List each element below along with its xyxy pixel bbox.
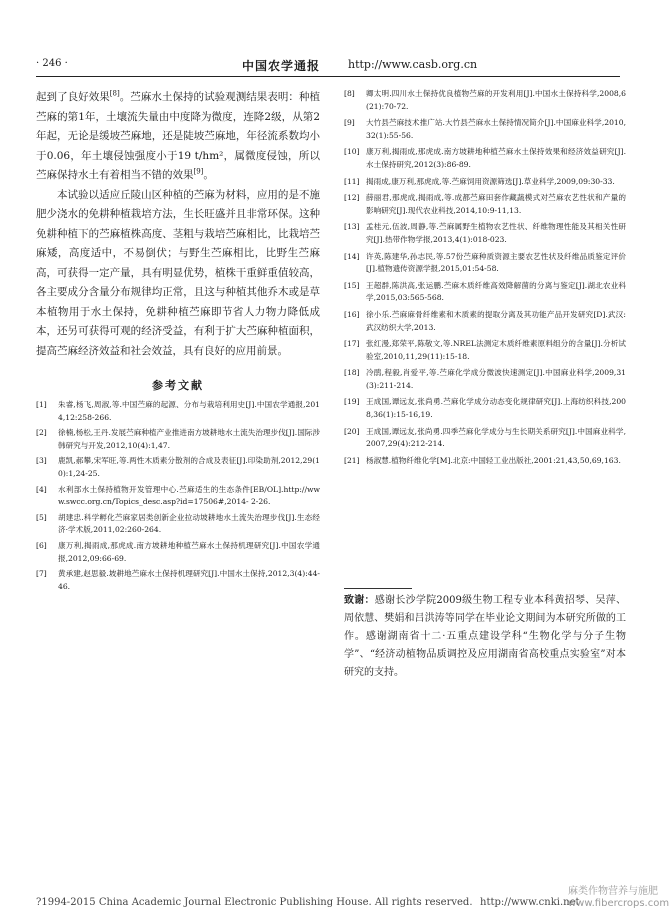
page-number: · 246 · [36, 58, 68, 69]
reference-text: 朱睿,杨飞,周淑,等.中国苎麻的起源、分布与栽培利用史[J].中国农学通报,2014,12:258-266. [58, 400, 320, 422]
header-divider [36, 76, 620, 77]
running-header [36, 58, 620, 74]
acknowledgement-divider [344, 588, 412, 589]
reference-number: [16] [344, 309, 360, 319]
reference-number: [6] [36, 540, 47, 550]
watermark-line-2: www.fibercrops.com [568, 898, 669, 909]
reference-text: 鹿凯,郝攀,宋军旺,等.两性木质素分散剂的合成及表征[J].印染助剂,2012,29(10):1,24-25. [58, 456, 320, 478]
reference-number: [13] [344, 222, 360, 232]
citation-marker[interactable]: [8] [109, 89, 120, 98]
reference-item [36, 540, 320, 565]
reference-text: 王超群,陈洪高,张运鹏.苎麻木质纤维高效降解菌的分离与鉴定[J].湖北农业科学,2015,03:565-568. [366, 280, 626, 303]
citation-marker[interactable]: [9] [193, 167, 204, 176]
reference-number: [11] [344, 176, 360, 186]
reference-text: 水利部水土保持植物开发管理中心.苎麻适生的生态条件[EB/OL].http://www.swcc.org.cn/Topics_desc.asp?id=17506#,2014- 2-26. [58, 484, 320, 507]
body-paragraph-2: 本试验以适应丘陵山区种植的苎麻为材料，应用的是不施肥少浇水的免耕种植栽培方法，生长旺盛并且非常环保。这种免耕种植下的苎麻植株高度、茎粗与栽培苎麻相比，比栽培苎麻矮，高度适中，不易倒伏；与野生苎麻相比，比野生苎麻高，可获得一定产量，具有明显优势，植株干重鲜重值较高，各主要成分含量分布规律均正常，且这与种植其他乔木或是草本植物用于水土保持，免耕种植苎麻即节省人力物力降低成本，还另可获得可观的经济受益，有利于扩大苎麻种植面积，提高苎麻经济效益和社会效益，具有良好的应用前景。 [36, 188, 320, 357]
reference-item [344, 309, 626, 334]
acknowledgement-label: 致谢： [344, 595, 375, 606]
reference-item [344, 221, 626, 246]
reference-number: [9] [344, 118, 355, 128]
reference-text: 孟桂元,伍波,周静,等.苎麻属野生植物农艺性状、纤维物理性能及其相关性研究[J].热带作物学报,2013,4(1):018-023. [366, 222, 626, 244]
reference-item [344, 192, 626, 217]
reference-text: 胡建忠.科学孵化苎麻家居类创新企业拉动坡耕地水土流失治理步伐[J].生态经济·学术版,2011,02:260-264. [58, 512, 320, 535]
reference-text: 大竹县苎麻技术推广站.大竹县苎麻水土保持情况简介[J].中国麻业科学,2010,32(1):55-56. [366, 118, 626, 140]
left-column [36, 88, 320, 596]
copyright-text: ?1994-2015 China Academic Journal Electronic Publishing House. All rights reserved. [36, 897, 473, 908]
reference-item [36, 484, 320, 509]
reference-number: [1] [36, 400, 47, 409]
acknowledgement-text: 感谢长沙学院2009级生物工程专业本科黄招琴、吴萍、周依慧、樊娟和吕洪涛等同学在毕业论文期间为本研究所做的工作。感谢湖南省十二·五重点建设学科“生物化学与分子生物学”、“经济动植物品质调控及应用湖南省高校重点实验室”对本研究的支持。 [344, 595, 627, 678]
reference-number: [18] [344, 368, 360, 378]
reference-number: [4] [36, 484, 47, 494]
journal-name: 中国农学通报 [242, 59, 321, 73]
reference-text: 卿太明.四川水土保持优良植物苎麻的开发利用[J].中国水土保持科学,2008,6(21):70-72. [366, 89, 626, 111]
body-paragraph-1: 起到了良好效果[8]。苎麻水土保持的试验观测结果表明：种植苎麻的第1年，土壤流失量由中度降为微度，连降2级，从第2年起，无论是缓坡苎麻地，还是陡坡苎麻地，年径流系数均小于0.06，年土壤侵蚀强度小于19 t/hm²，属微度侵蚀，所以苎麻保持水土有着相当不错的效果[9]。 [36, 89, 321, 181]
reference-item [344, 338, 626, 363]
reference-item [344, 367, 626, 392]
cnki-link[interactable]: http://www.cnki.net [480, 897, 580, 908]
reference-number: [15] [344, 280, 360, 290]
reference-text: 徐小乐.苎麻麻骨纤维素和木质素的提取分离及其功能产品开发研究[D].武汉:武汉纺织大学,2013. [366, 309, 626, 332]
reference-item [344, 251, 626, 276]
reference-text: 徐楠,杨松,王丹.发展苎麻种植产业推进南方坡耕地水土流失治理步伐[J].国际涉韩研究与开发,2012,10(4):1,47. [58, 428, 320, 450]
reference-item [344, 426, 626, 451]
reference-text: 杨淑慧.植物纤维化学[M].北京:中国轻工业出版社,2001:21,43,50,69,163. [366, 455, 621, 465]
reference-text: 王成国,谭远友,张尚勇.苎麻化学成分动态变化规律研究[J].上海纺织科技,2008,36(1):15-16,19. [366, 397, 626, 420]
site-watermark [568, 886, 669, 910]
reference-item [36, 568, 320, 593]
reference-number: [3] [36, 456, 47, 466]
reference-text: 许英,陈建华,孙志民,等.57份苎麻种质资源主要农艺性状及纤维品质鉴定评价[J].植物遗传资源学报,2015,01:54-58. [366, 251, 626, 274]
reference-item [36, 399, 320, 424]
reference-item [36, 512, 320, 537]
reference-number: [19] [344, 397, 360, 407]
reference-text: 冷鹃,程毅,肖爱平,等.苎麻化学成分微波快速测定[J].中国麻业科学,2009,31(3):211-214. [366, 368, 626, 390]
reference-item [344, 176, 626, 189]
watermark-line-1: 麻类作物营养与施肥 [568, 886, 658, 897]
reference-item [344, 117, 626, 142]
reference-number: [5] [36, 512, 47, 522]
reference-item [344, 88, 626, 113]
reference-number: [2] [36, 428, 47, 438]
acknowledgement [344, 592, 626, 682]
reference-item [36, 455, 320, 480]
reference-text: 张红漫,郑荣平,陈敬文,等.NREL法测定木质纤维素原料组分的含量[J].分析试验室,2010,11,29(11):15-18. [366, 339, 626, 361]
reference-item [344, 280, 626, 305]
journal-url[interactable]: http://www.casb.org.cn [348, 58, 478, 71]
reference-number: [14] [344, 251, 360, 261]
references-list-right [344, 88, 626, 467]
reference-text: 揭雨成,康万利,那虎成,等.苎麻饲用资源筛选[J].草业科学,2009,09:30-33. [366, 176, 615, 186]
reference-item [344, 146, 626, 171]
reference-number: [12] [344, 193, 360, 203]
copyright-footer [36, 897, 497, 908]
reference-item [344, 455, 626, 468]
reference-number: [7] [36, 569, 47, 579]
reference-number: [17] [344, 339, 360, 349]
references-list-left [36, 399, 320, 593]
reference-text: 黄承建,赵思毅.坡耕地苎麻水土保持机理研究[J].中国水土保持,2012,3(4):44-46. [58, 569, 320, 591]
reference-text: 王成国,谭远友,张尚勇.四季苎麻化学成分与生长期关系研究[J].中国麻业科学,2007,29(4):212-214. [366, 426, 626, 449]
reference-text: 康万利,揭雨成,那虎成.南方坡耕地种植苎麻水土保持效果和经济效益研究[J].水土保持研究,2012(3):86-89. [366, 147, 626, 169]
reference-number: [21] [344, 455, 360, 465]
reference-text: 薛丽君,那虎成,揭雨成,等.成都苎麻田套作藏蔬模式对苎麻农艺性状和产量的影响研究[J].现代农业科技,2014,10:9-11,13. [366, 193, 626, 215]
reference-number: [10] [344, 147, 360, 157]
reference-item [344, 396, 626, 421]
reference-item [36, 427, 320, 452]
right-column [344, 88, 626, 471]
reference-text: 康万利,揭雨成,那虎成.南方坡耕地种植苎麻水土保持机理研究[J].中国农学通报,2012,09:66-69. [58, 540, 320, 563]
references-title: 参考文献 [152, 379, 204, 392]
reference-number: [8] [344, 89, 355, 98]
reference-number: [20] [344, 426, 360, 436]
